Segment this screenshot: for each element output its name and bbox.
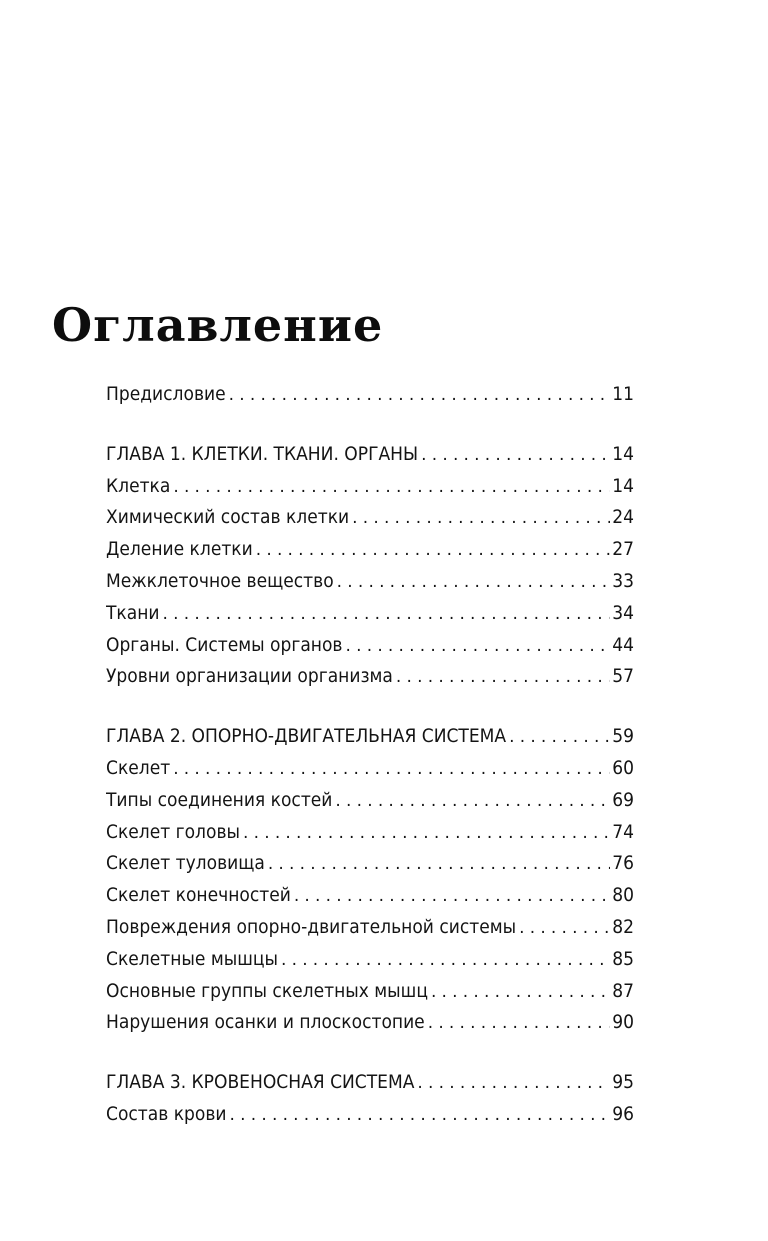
toc-entry-page-number: 33 — [612, 569, 634, 592]
toc-entry-label: Скелет конечностей — [106, 884, 291, 907]
toc-entry-page-number: 95 — [612, 1071, 634, 1094]
dot-leader — [335, 786, 610, 817]
toc-chapter-entry[interactable] — [106, 439, 634, 471]
toc-entry-label: ГЛАВА 3. КРОВЕНОСНАЯ СИСТЕМА — [106, 1071, 415, 1094]
toc-entry-page-number: 87 — [612, 979, 634, 1002]
toc-entry[interactable] — [106, 598, 634, 630]
toc-entry[interactable] — [106, 661, 634, 693]
dot-leader — [229, 380, 611, 411]
toc-entry[interactable] — [106, 1007, 634, 1039]
dot-leader — [352, 503, 610, 534]
toc-entry[interactable] — [106, 848, 634, 880]
toc-entry-label: Скелет — [106, 756, 171, 779]
toc-entry[interactable] — [106, 379, 634, 411]
dot-leader — [417, 1068, 610, 1099]
toc-entry-page-number: 59 — [612, 725, 634, 748]
toc-entry[interactable] — [106, 817, 634, 849]
toc-entry-label: ГЛАВА 1. КЛЕТКИ. ТКАНИ. ОРГАНЫ — [106, 442, 419, 465]
toc-entry-label: Клетка — [106, 474, 171, 497]
toc-entry-label: Химический состав клетки — [106, 506, 350, 529]
dot-leader — [421, 440, 610, 471]
toc-entry-label: Деление клетки — [106, 538, 253, 561]
toc-entry-page-number: 60 — [612, 756, 634, 779]
dot-leader — [230, 1100, 611, 1131]
dot-leader — [396, 662, 610, 693]
toc-entry[interactable] — [106, 976, 634, 1008]
page-title: Оглавление — [52, 298, 384, 352]
toc-entry-page-number: 69 — [612, 788, 634, 811]
table-of-contents — [106, 379, 634, 1159]
toc-entry-page-number: 80 — [612, 884, 634, 907]
toc-entry-page-number: 24 — [612, 506, 634, 529]
toc-entry-page-number: 34 — [612, 601, 634, 624]
toc-chapter-entry[interactable] — [106, 1067, 634, 1099]
toc-entry-page-number: 44 — [612, 633, 634, 656]
toc-entry[interactable] — [106, 912, 634, 944]
dot-leader — [256, 535, 611, 566]
toc-entry-page-number: 74 — [612, 820, 634, 843]
toc-entry[interactable] — [106, 944, 634, 976]
toc-entry-label: Уровни организации организма — [106, 665, 393, 688]
toc-section — [106, 379, 634, 411]
toc-entry-page-number: 14 — [612, 474, 634, 497]
toc-chapter-entry[interactable] — [106, 721, 634, 753]
toc-section — [106, 721, 634, 1039]
dot-leader — [163, 599, 611, 630]
dot-leader — [509, 722, 610, 753]
toc-entry-label: Состав крови — [106, 1102, 227, 1125]
toc-entry-label: Органы. Системы органов — [106, 633, 343, 656]
dot-leader — [281, 945, 610, 976]
toc-entry-page-number: 90 — [612, 1011, 634, 1034]
toc-entry-label: Нарушения осанки и плоскостопие — [106, 1011, 425, 1034]
toc-entry-page-number: 14 — [612, 442, 634, 465]
toc-section — [106, 439, 634, 693]
toc-entry[interactable] — [106, 753, 634, 785]
toc-entry-label: Скелетные мышцы — [106, 947, 278, 970]
toc-entry-label: Ткани — [106, 601, 160, 624]
dot-leader — [519, 913, 610, 944]
toc-entry[interactable] — [106, 534, 634, 566]
dot-leader — [428, 1008, 611, 1039]
toc-entry-page-number: 96 — [612, 1102, 634, 1125]
toc-entry[interactable] — [106, 502, 634, 534]
dot-leader — [294, 881, 610, 912]
dot-leader — [173, 754, 610, 785]
toc-entry-label: ГЛАВА 2. ОПОРНО-ДВИГАТЕЛЬНАЯ СИСТЕМА — [106, 725, 507, 748]
dot-leader — [337, 567, 611, 598]
toc-entry-label: Предисловие — [106, 383, 226, 405]
toc-entry-label: Повреждения опорно-двигательной системы — [106, 915, 517, 938]
toc-entry[interactable] — [106, 785, 634, 817]
toc-entry-page-number: 82 — [612, 915, 634, 938]
toc-entry-page-number: 85 — [612, 947, 634, 970]
dot-leader — [268, 849, 610, 880]
toc-entry[interactable] — [106, 471, 634, 503]
toc-entry-label: Типы соединения костей — [106, 788, 333, 811]
toc-entry[interactable] — [106, 630, 634, 662]
dot-leader — [243, 818, 610, 849]
toc-entry-label: Основные группы скелетных мышц — [106, 979, 428, 1002]
toc-entry-page-number: 27 — [612, 538, 634, 561]
toc-entry-page-number: 57 — [612, 665, 634, 688]
toc-entry-page-number: 11 — [612, 383, 634, 405]
toc-entry-label: Межклеточное вещество — [106, 569, 334, 592]
dot-leader — [173, 472, 610, 503]
toc-entry-label: Скелет головы — [106, 820, 241, 843]
toc-entry-label: Скелет туловища — [106, 852, 265, 875]
dot-leader — [346, 631, 611, 662]
dot-leader — [431, 977, 610, 1008]
toc-entry[interactable] — [106, 1099, 634, 1131]
toc-entry[interactable] — [106, 566, 634, 598]
toc-entry-page-number: 76 — [612, 852, 634, 875]
toc-entry[interactable] — [106, 880, 634, 912]
toc-section — [106, 1067, 634, 1131]
